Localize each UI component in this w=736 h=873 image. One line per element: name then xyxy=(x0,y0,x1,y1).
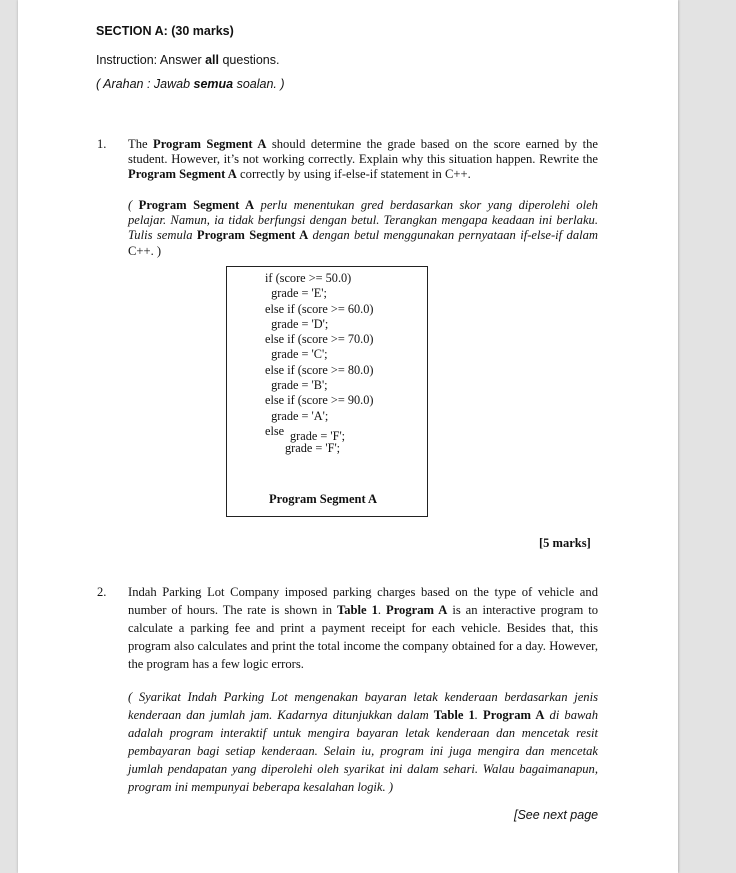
section-title: SECTION A: (30 marks) xyxy=(96,24,234,38)
code-line: grade = 'D'; xyxy=(265,316,329,331)
question-2-text-malay: ( Syarikat Indah Parking Lot mengenakan bayaran letak kenderaan berdasarkan jenis kenderaan dan jumlah jam. Kadarnya ditunjukkan dalam Table 1. Program A di bawah adalah program interaktif untuk mengira bayaran letak kenderaan dan mencetak resit pembayaran bagi setiap kenderaan. Selain iu, program ini juga mengira dan mencetak jumlah pendapatan yang diperolehi oleh syarikat ini dalam sehari. Walau bagaimanapun, program ini mempunyai beberapa kesalahan logik. ) xyxy=(128,690,598,794)
code-line: grade = 'B'; xyxy=(265,378,328,393)
code-block xyxy=(265,271,373,424)
code-line: if (score >= 50.0) xyxy=(265,271,352,285)
program-segment-caption: Program Segment A xyxy=(269,492,378,506)
question-1-text-english: The Program Segment A should determine the grade based on the score earned by the student. However, it’s not working correctly. Explain why this situation happen. Rewrite the Program Segment A correctly by using if-else-if statement in C++. xyxy=(128,137,598,182)
code-else-keyword: else xyxy=(265,424,285,438)
code-line: grade = 'C'; xyxy=(265,347,328,362)
viewer-background xyxy=(700,0,736,873)
question-1-marks: [5 marks] xyxy=(539,536,591,550)
code-line: else if (score >= 80.0) xyxy=(265,362,374,377)
code-else-grade-overlap: grade = 'F'; xyxy=(290,429,346,443)
code-line: else if (score >= 90.0) xyxy=(265,393,374,408)
instruction-malay: ( Arahan : Jawab semua soalan. ) xyxy=(96,77,285,91)
code-line: else if (score >= 60.0) xyxy=(265,301,374,316)
question-2-text-english: Indah Parking Lot Company imposed parking charges based on the type of vehicle and number of hours. The rate is shown in Table 1. Program A is an interactive program to calculate a parking fee and print a payment receipt for each vehicle. Besides that, this program also calculates and print the total income the company obtained for a day. However, the program has a few logic errors. xyxy=(128,585,599,671)
question-2-number: 2. xyxy=(97,585,107,599)
see-next-page: [See next page xyxy=(514,808,599,822)
code-line: else if (score >= 70.0) xyxy=(265,332,374,347)
instruction: Instruction: Answer all questions. xyxy=(96,53,280,67)
question-1-number: 1. xyxy=(97,137,107,151)
code-line: grade = 'E'; xyxy=(265,286,327,301)
question-1-text-malay: ( Program Segment A perlu menentukan gred berdasarkan skor yang diperolehi oleh pelajar. Namun, ia tidak berfungsi dengan betul. Terangkan mengapa keadaan ini berlaku. Tulis semula Program Segment A dengan betul menggunakan pernyataan if-else-if dalam C++. ) xyxy=(128,198,598,258)
code-line: grade = 'A'; xyxy=(265,408,329,423)
code-else-grade: grade = 'F'; xyxy=(285,441,341,455)
